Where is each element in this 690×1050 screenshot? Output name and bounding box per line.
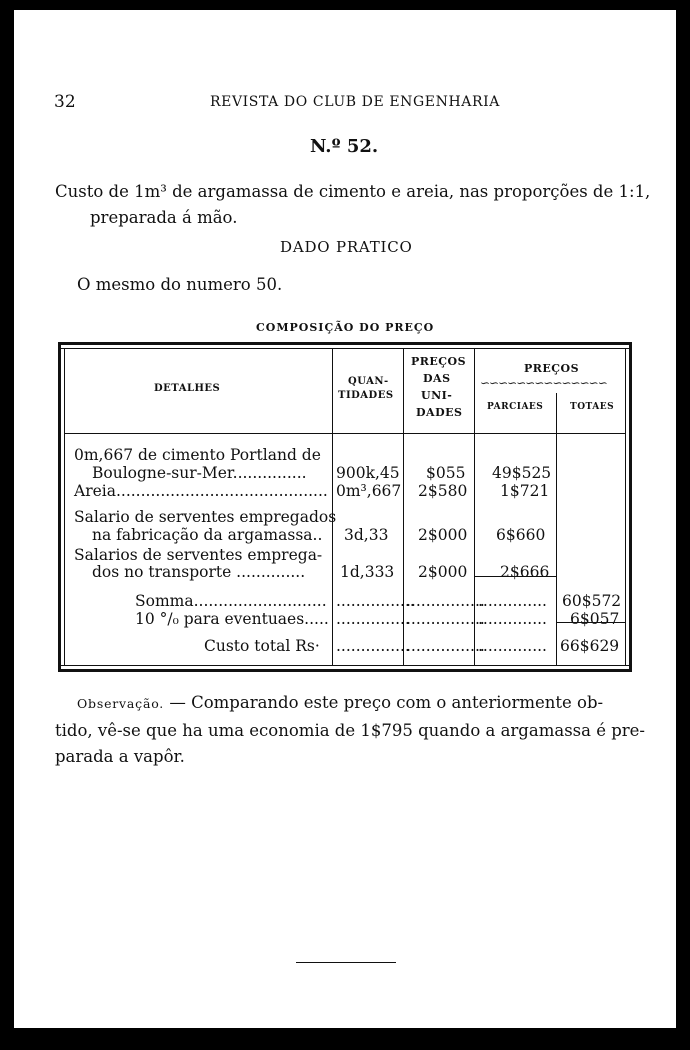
book-page [14,10,676,1028]
observation-line2: tido, vê-se que ha uma economia de 1$795 quando a argamassa é pre- [55,721,646,740]
row2-quantity: 0m³,667 [336,482,402,500]
summary-eventuaes-total: 6$057 [570,610,620,628]
observation-line3: parada a vapôr. [55,747,185,766]
row3-detail-2: na fabricação da argamassa.. [92,526,323,544]
header-detalhes: DETALHES [154,383,221,394]
note: O mesmo do numero 50. [77,275,283,294]
footer-rule [296,962,396,963]
row3-detail-1: Salario de serventes empregados [74,508,337,526]
summary-somma-dots-q: ................ [336,592,415,610]
summary-custo-total-label: Custo total Rs· [204,637,320,655]
row1-partial: 49$525 [492,464,552,482]
summary-somma-label: Somma........................... [135,592,327,610]
row1-unit-price: $055 [426,464,466,482]
row1-quantity: 900k,45 [336,464,400,482]
row4-detail-1: Salarios de serventes emprega- [74,546,323,564]
row3-quantity: 3d,33 [344,526,389,544]
header-precos-unidades-4: DADES [416,406,463,419]
summary-eventuaes-dots-p: .............. [478,610,547,628]
row2-partial: 1$721 [500,482,550,500]
summary-somma-dots-p: .............. [478,592,547,610]
header-precos-unidades-3: UNI- [421,389,453,402]
row1-detail-2: Boulogne-sur-Mer............... [92,464,307,482]
header-precos-unidades-2: DAS [423,372,451,385]
header-quantidades-2: TIDADES [338,390,394,401]
summary-eventuaes-label: 10 °/₀ para eventuaes..... [135,610,329,628]
observation-label: Observação. [77,696,165,711]
summary-eventuaes-dots-q: ............... [336,610,410,628]
summary-custo-total-value: 66$629 [560,637,620,655]
summary-custo-total-dots-p: .............. [478,637,547,655]
section-number: N.º 52. [310,136,379,157]
row3-unit-price: 2$000 [418,526,468,544]
observation-line1 [77,693,603,712]
header-quantidades-1: QUAN- [348,376,389,387]
summary-custo-total-dots-u: ................ [406,637,485,655]
section-title-line2: preparada á mão. [90,208,238,227]
page-number: 32 [54,92,76,112]
header-precos-unidades-1: PREÇOS [411,355,467,368]
row2-unit-price: 2$580 [418,482,468,500]
row4-detail-2: dos no transporte .............. [92,563,306,581]
subheading: DADO PRATICO [280,238,413,256]
row1-detail-1: 0m,667 de cimento Portland de [74,446,321,464]
row4-quantity: 1d,333 [340,563,395,581]
brace-ornament: ∽∽∽∽∽∽∽∽∽∽∽∽∽∽ [480,376,607,390]
row4-partial: 2$666 [500,563,550,581]
summary-somma-dots-u: ................ [406,592,485,610]
observation-text-1: — Comparando este preço com o anteriormente ob- [169,693,604,712]
section-title-line1: Custo de 1m³ de argamassa de cimento e areia, nas proporções de 1:1, [55,182,651,201]
summary-eventuaes-dots-u: ................ [406,610,485,628]
summary-somma-total: 60$572 [562,592,622,610]
running-title: REVISTA DO CLUB DE ENGENHARIA [210,94,500,110]
table-caption: COMPOSIÇÃO DO PREÇO [256,321,435,334]
row4-unit-price: 2$000 [418,563,468,581]
row2-detail-1: Areia........................................... [74,482,328,500]
header-parciaes: PARCIAES [487,402,544,412]
header-precos: PREÇOS [524,362,580,375]
summary-custo-total-dots-q: ............... [336,637,410,655]
header-totaes: TOTAES [570,402,615,412]
row3-partial: 6$660 [496,526,546,544]
